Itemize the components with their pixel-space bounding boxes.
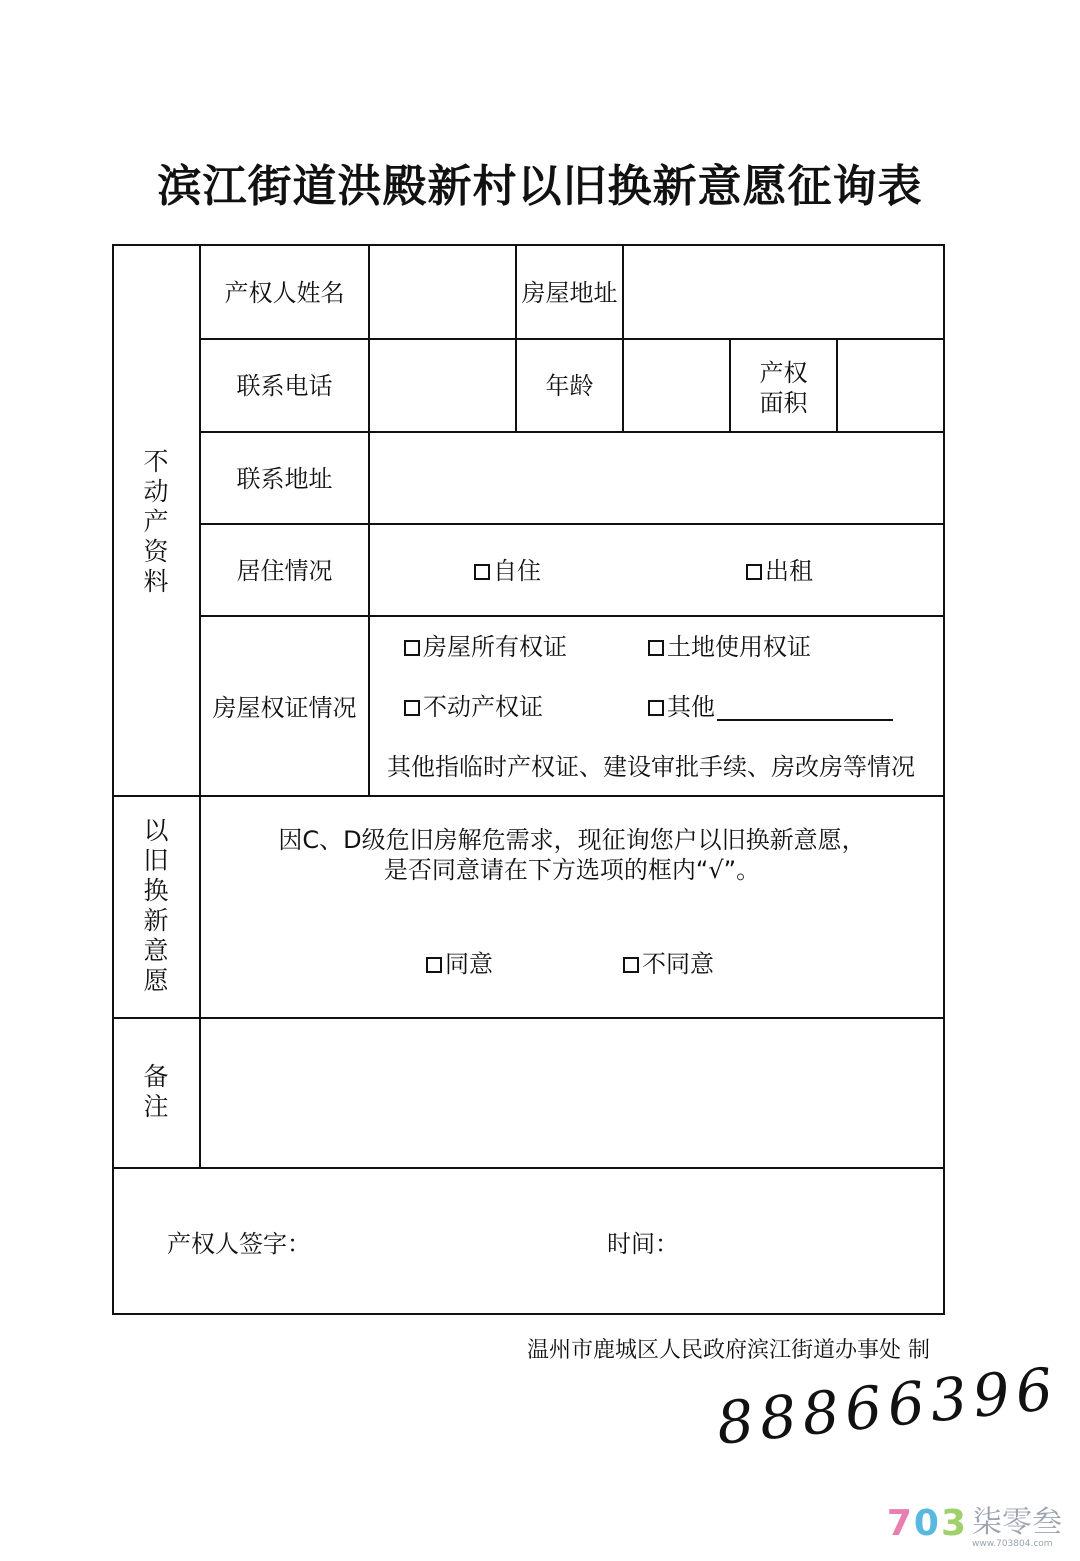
- option-rent[interactable]: 出租: [746, 557, 813, 586]
- checkbox-icon[interactable]: [404, 700, 420, 716]
- table-border-bottom: [112, 1313, 945, 1315]
- section-line-1: [112, 795, 945, 797]
- option-house-ownership[interactable]: 房屋所有权证: [404, 633, 567, 662]
- option-land-use[interactable]: 土地使用权证: [648, 633, 811, 662]
- house-address-label: 房屋地址: [521, 279, 618, 307]
- age-field[interactable]: [624, 340, 729, 431]
- row-line-4: [199, 615, 945, 617]
- site-watermark: [887, 1497, 1062, 1549]
- owner-name-field[interactable]: [370, 246, 515, 338]
- intention-question-line2: 是否同意请在下方选项的框内“√”。: [383, 856, 761, 884]
- option-self-live[interactable]: 自住: [474, 557, 541, 586]
- contact-address-field[interactable]: [370, 433, 943, 523]
- row-line-3: [199, 523, 945, 525]
- issuer-footer: 温州市鹿城区人民政府滨江街道办事处 制: [527, 1338, 930, 1363]
- age-label: 年龄: [545, 372, 594, 400]
- option-other[interactable]: 其他: [648, 693, 893, 722]
- watermark-logo-icon: 7 0 3: [886, 1502, 966, 1544]
- table-border-left: [112, 244, 114, 1315]
- option-real-estate[interactable]: 不动产权证: [404, 693, 543, 722]
- form-title: 滨江街道洪殿新村以旧换新意愿征询表: [157, 161, 923, 212]
- table-border-right: [943, 244, 945, 1315]
- checkbox-icon[interactable]: [474, 564, 490, 580]
- watermark-name: 柒零叁: [972, 1505, 1062, 1540]
- other-blank-line[interactable]: [717, 699, 893, 721]
- section-label-property: 不 动 产 资 料: [143, 447, 169, 596]
- watermark-url: www.703804.com: [972, 1539, 1053, 1549]
- section-label-remarks: 备 注: [143, 1062, 169, 1121]
- phone-field[interactable]: [370, 340, 515, 431]
- checkbox-icon[interactable]: [648, 640, 664, 656]
- owner-signature-label: 产权人签字：: [167, 1230, 311, 1258]
- house-address-field[interactable]: [624, 246, 943, 338]
- section-label-intention: 以 旧 换 新 意 愿: [143, 816, 169, 995]
- certificate-label: 房屋权证情况: [212, 694, 357, 722]
- phone-label: 联系电话: [236, 372, 333, 400]
- row-line-1: [199, 338, 945, 340]
- cell-line-a: [515, 244, 517, 433]
- residence-label: 居住情况: [236, 557, 333, 585]
- intention-question-line1: 因C、D级危旧房解危需求，现征询您户以旧换新意愿，: [278, 826, 866, 854]
- checkbox-icon[interactable]: [746, 564, 762, 580]
- section-line-3: [112, 1167, 945, 1169]
- area-field[interactable]: [838, 340, 943, 431]
- owner-name-label: 产权人姓名: [224, 279, 345, 307]
- time-label: 时间：: [607, 1230, 679, 1258]
- other-note: 其他指临时产权证、建设审批手续、房改房等情况: [387, 753, 915, 781]
- checkbox-icon[interactable]: [426, 957, 442, 973]
- checkbox-icon[interactable]: [404, 640, 420, 656]
- option-disagree[interactable]: 不同意: [623, 950, 714, 979]
- remarks-field[interactable]: [201, 1019, 943, 1167]
- option-agree[interactable]: 同意: [426, 950, 493, 979]
- area-label: 产权 面积: [759, 359, 808, 417]
- checkbox-icon[interactable]: [623, 957, 639, 973]
- contact-address-label: 联系地址: [236, 465, 333, 493]
- checkbox-icon[interactable]: [648, 700, 664, 716]
- handwritten-number: 88866396: [713, 1354, 1062, 1458]
